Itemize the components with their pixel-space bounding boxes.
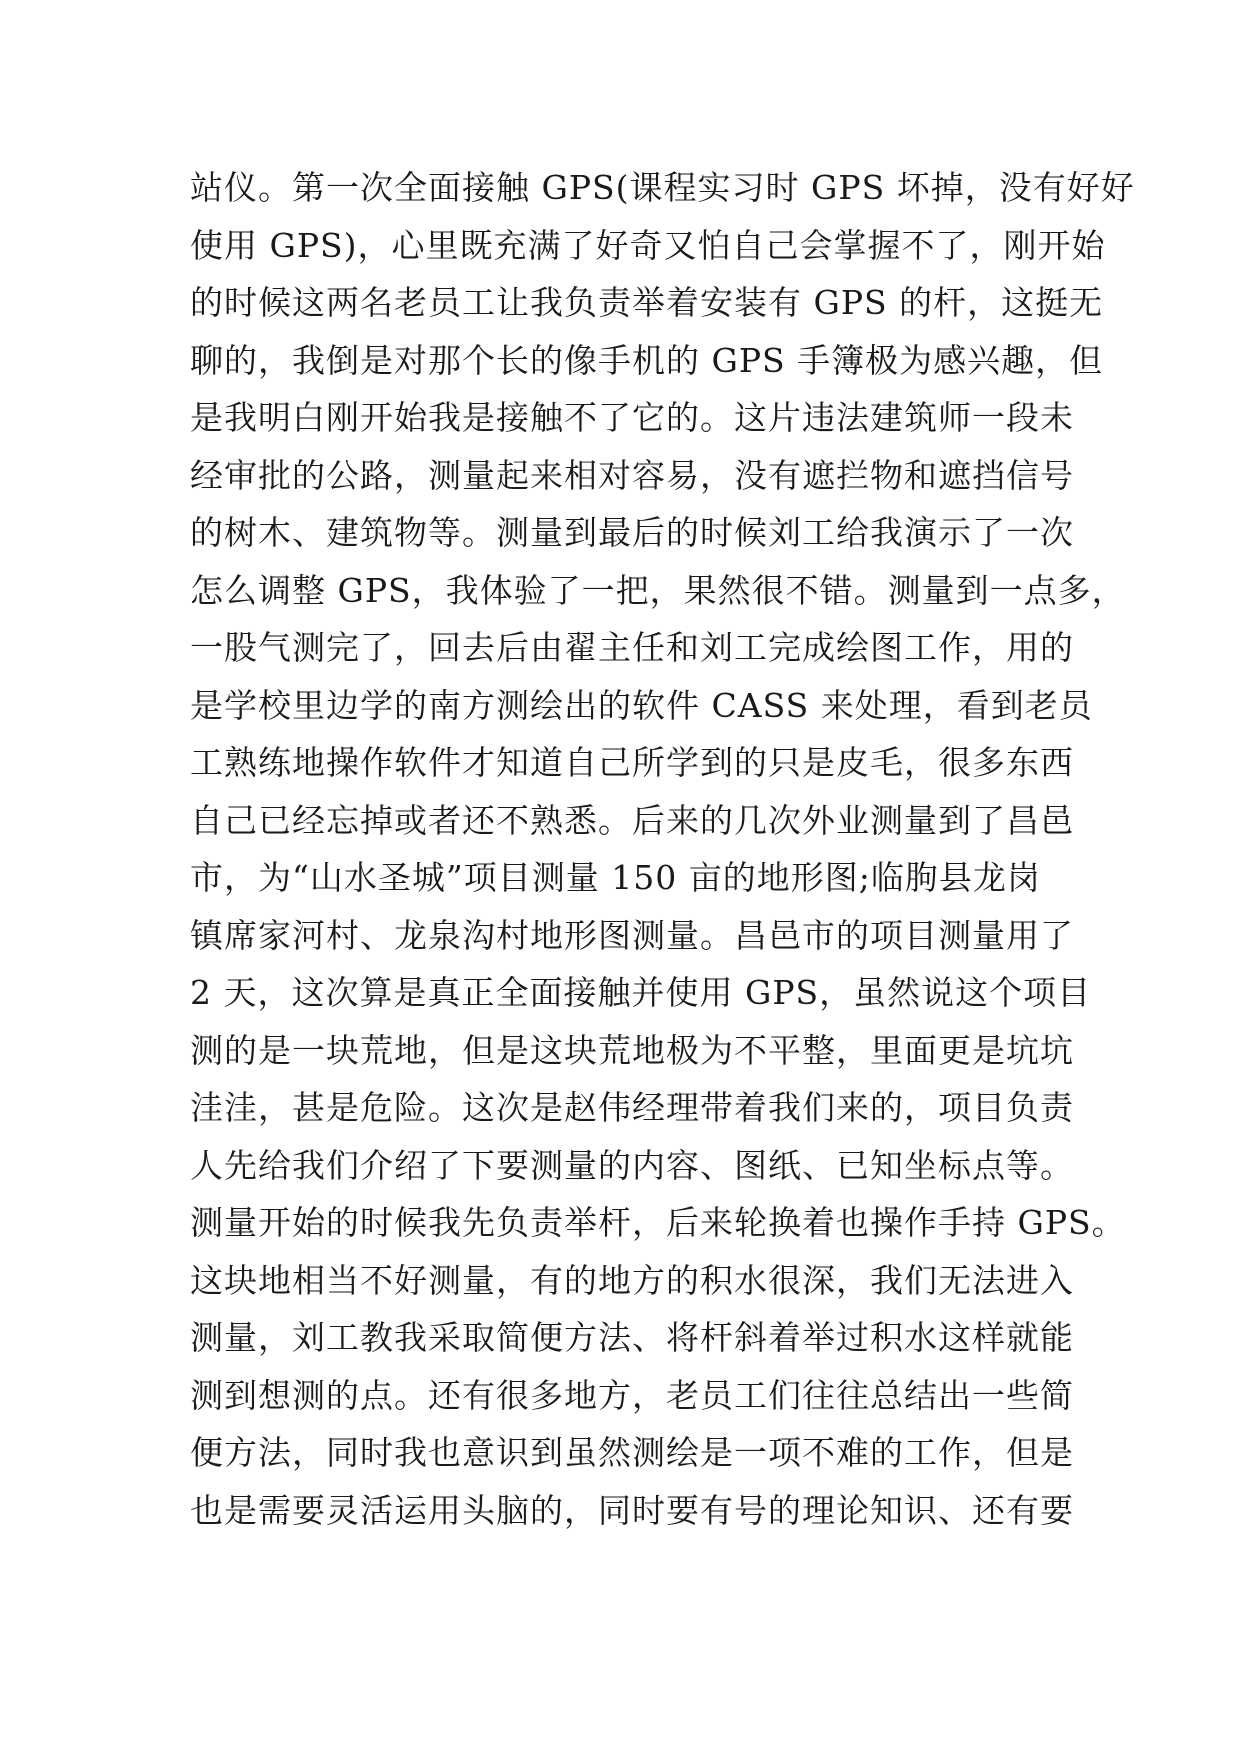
text-line: 的时候这两名老员工让我负责举着安装有 GPS 的杆，这挺无 [190,283,1104,322]
text-line: 2 天，这次算是真正全面接触并使用 GPS，虽然说这个项目 [190,973,1092,1012]
text-line: 市，为“山水圣城”项目测量 150 亩的地形图;临朐县龙岗 [190,858,1041,897]
text-line: 也是需要灵活运用头脑的，同时要有号的理论知识、还有要 [190,1490,1074,1530]
text-line: 工熟练地操作软件才知道自己所学到的只是皮毛，很多东西 [190,743,1074,782]
text-line: 人先给我们介绍了下要测量的内容、图纸、已知坐标点等。 [190,1145,1074,1185]
text-line: 洼洼，甚是危险。这次是赵伟经理带着我们来的，项目负责 [190,1088,1074,1127]
text-line: 测到想测的点。还有很多地方，老员工们往往总结出一些简 [190,1375,1074,1415]
text-line: 是我明白刚开始我是接触不了它的。这片违法建筑师一段未 [190,398,1074,437]
text-line: 一股气测完了，回去后由翟主任和刘工完成绘图工作，用的 [190,628,1074,667]
text-line: 自己已经忘掉或者还不熟悉。后来的几次外业测量到了昌邑 [190,800,1074,840]
text-line: 站仪。第一次全面接触 GPS(课程实习时 GPS 坏掉，没有好好 [190,168,1135,207]
text-line: 的树木、建筑物等。测量到最后的时候刘工给我演示了一次 [190,513,1074,552]
text-line: 聊的，我倒是对那个长的像手机的 GPS 手簿极为感兴趣，但 [190,340,1104,380]
text-line: 经审批的公路，测量起来相对容易，没有遮拦物和遮挡信号 [190,455,1074,495]
text-line: 怎么调整 GPS，我体验了一把，果然很不错。测量到一点多， [190,570,1126,610]
text-line: 测量开始的时候我先负责举杆，后来轮换着也操作手持 GPS。 [190,1203,1126,1242]
text-line: 便方法，同时我也意识到虽然测绘是一项不难的工作，但是 [190,1433,1074,1472]
text-line: 测的是一块荒地，但是这块荒地极为不平整，里面更是坑坑 [190,1030,1074,1070]
text-line: 测量，刘工教我采取简便方法、将杆斜着举过积水这样就能 [190,1318,1074,1357]
text-line: 使用 GPS)，心里既充满了好奇又怕自己会掌握不了，刚开始 [190,225,1106,265]
text-line: 镇席家河村、龙泉沟村地形图测量。昌邑市的项目测量用了 [190,915,1074,955]
text-line: 是学校里边学的南方测绘出的软件 CASS 来处理，看到老员 [190,685,1093,725]
text-line: 这块地相当不好测量，有的地方的积水很深，我们无法进入 [190,1260,1074,1300]
body-text [190,159,1135,1539]
